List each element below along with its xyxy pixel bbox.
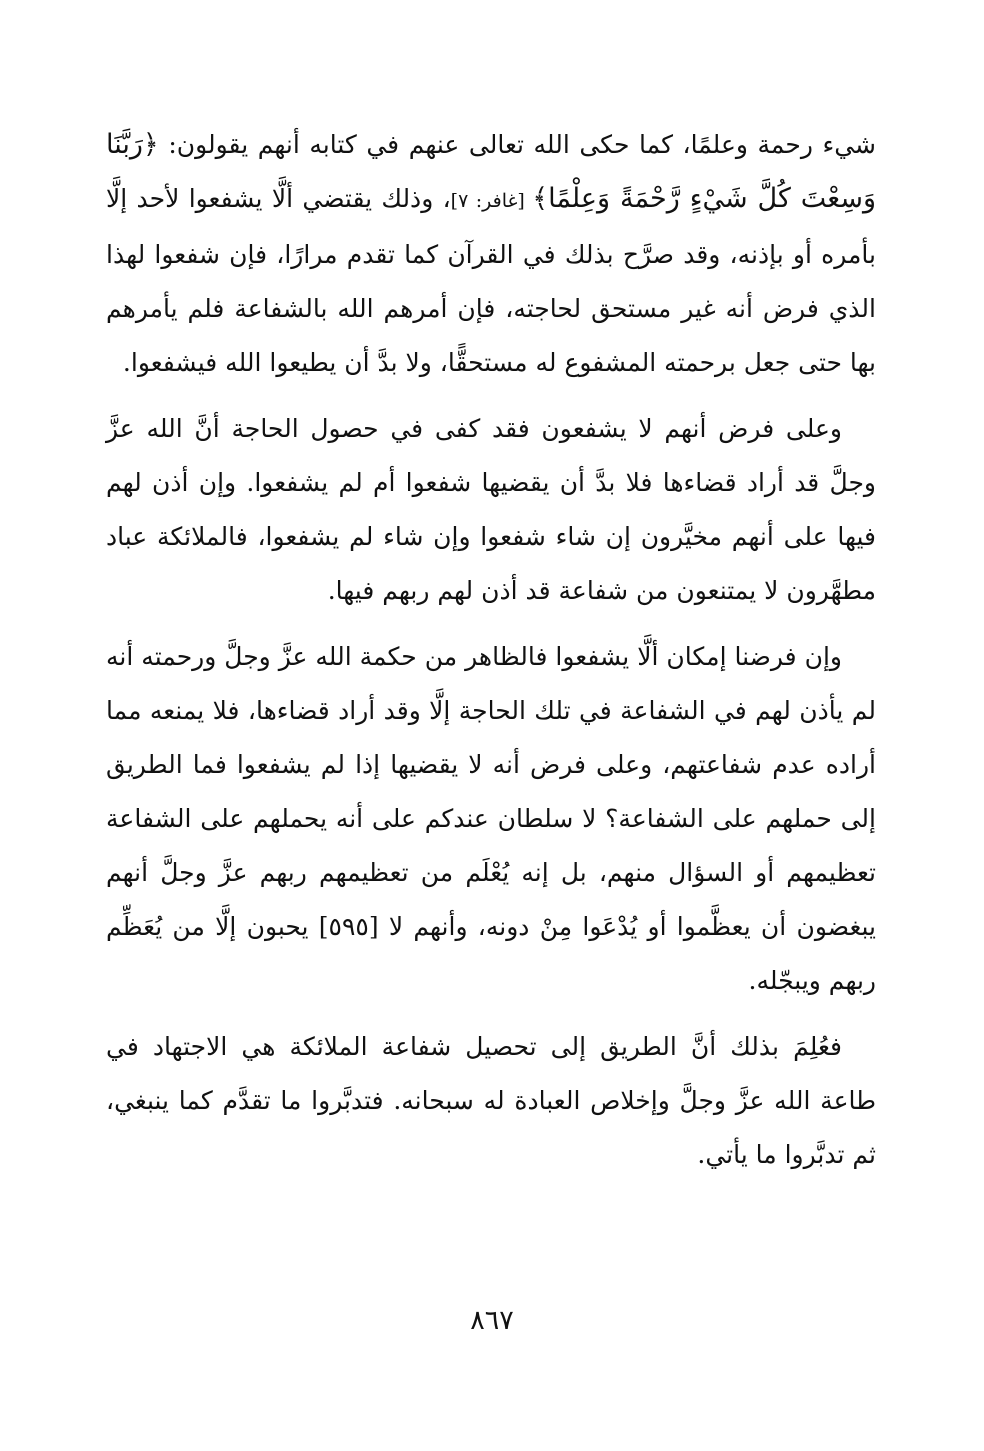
paragraph-1-continuation: ، وذلك يقتضي ألَّا يشفعوا لأحد إلَّا بأمره أو بإذنه، وقد صرَّح بذلك في القرآن كما تقدم مرارًا، فإن شفعوا لهذا الذي فرض أنه غير مستحق لحاجته، فإن أمرهم الله بالشفاعة فلم يأمرهم بها حتى جعل برحمته المشفوع له مستحقًّا، ولا بدَّ أن يطيعوا الله فيشفعوا. (106, 184, 876, 377)
paragraph-2 (106, 402, 876, 618)
paragraph-4-text: فعُلِمَ بذلك أنَّ الطريق إلى تحصيل شفاعة الملائكة هي الاجتهاد في طاعة الله عزَّ وجلَّ وإخلاص العبادة له سبحانه. فتدبَّروا ما تقدَّم كما ينبغي، ثم تدبَّروا ما يأتي. (106, 1032, 876, 1169)
paragraph-1-text: شيء رحمة وعلمًا، كما حكى الله تعالى عنهم في كتابه أنهم يقولون: (158, 130, 876, 159)
original-page-marker: [٥٩٥] (318, 912, 379, 941)
paragraph-3-continuation: يحبون إلَّا من يُعَظِّم ربهم ويبجّله. (106, 912, 876, 995)
quran-verse: ﴿رَبَّنَا وَسِعْتَ كُلَّ شَيْءٍ رَّحْمَةً وَعِلْمًا﴾ (106, 129, 876, 214)
verse-reference: [غافر: ٧] (450, 190, 533, 212)
paragraph-1 (106, 118, 876, 390)
paragraph-3 (106, 630, 876, 1008)
page-number: ٨٦٧ (470, 1305, 514, 1336)
body-text (106, 118, 876, 1194)
paragraph-3-text: وإن فرضنا إمكان ألَّا يشفعوا فالظاهر من حكمة الله عزَّ وجلَّ ورحمته أنه لم يأذن لهم في الشفاعة في تلك الحاجة إلَّا وقد أراد قضاءها، فلا يمنعه مما أراده عدم شفاعتهم، وعلى فرض أنه لا يقضيها إذا لم يشفعوا فما الطريق إلى حملهم على الشفاعة؟ لا سلطان عندكم على أنه يحملهم على الشفاعة تعظيمهم أو السؤال منهم، بل إنه يُعْلَم من تعظيمهم ربهم عزَّ وجلَّ أنهم يبغضون أن يعظَّموا أو يُدْعَوا مِنْ دونه، وأنهم لا (106, 642, 877, 941)
paragraph-4 (106, 1020, 876, 1182)
paragraph-2-text: وعلى فرض أنهم لا يشفعون فقد كفى في حصول الحاجة أنَّ الله عزَّ وجلَّ قد أراد قضاءها فلا بدَّ أن يقضيها شفعوا أم لم يشفعوا. وإن أذن لهم فيها على أنهم مخيَّرون إن شاء شفعوا وإن شاء لم يشفعوا، فالملائكة عباد مطهَّرون لا يمتنعون من شفاعة قد أذن لهم ربهم فيها. (106, 414, 876, 605)
